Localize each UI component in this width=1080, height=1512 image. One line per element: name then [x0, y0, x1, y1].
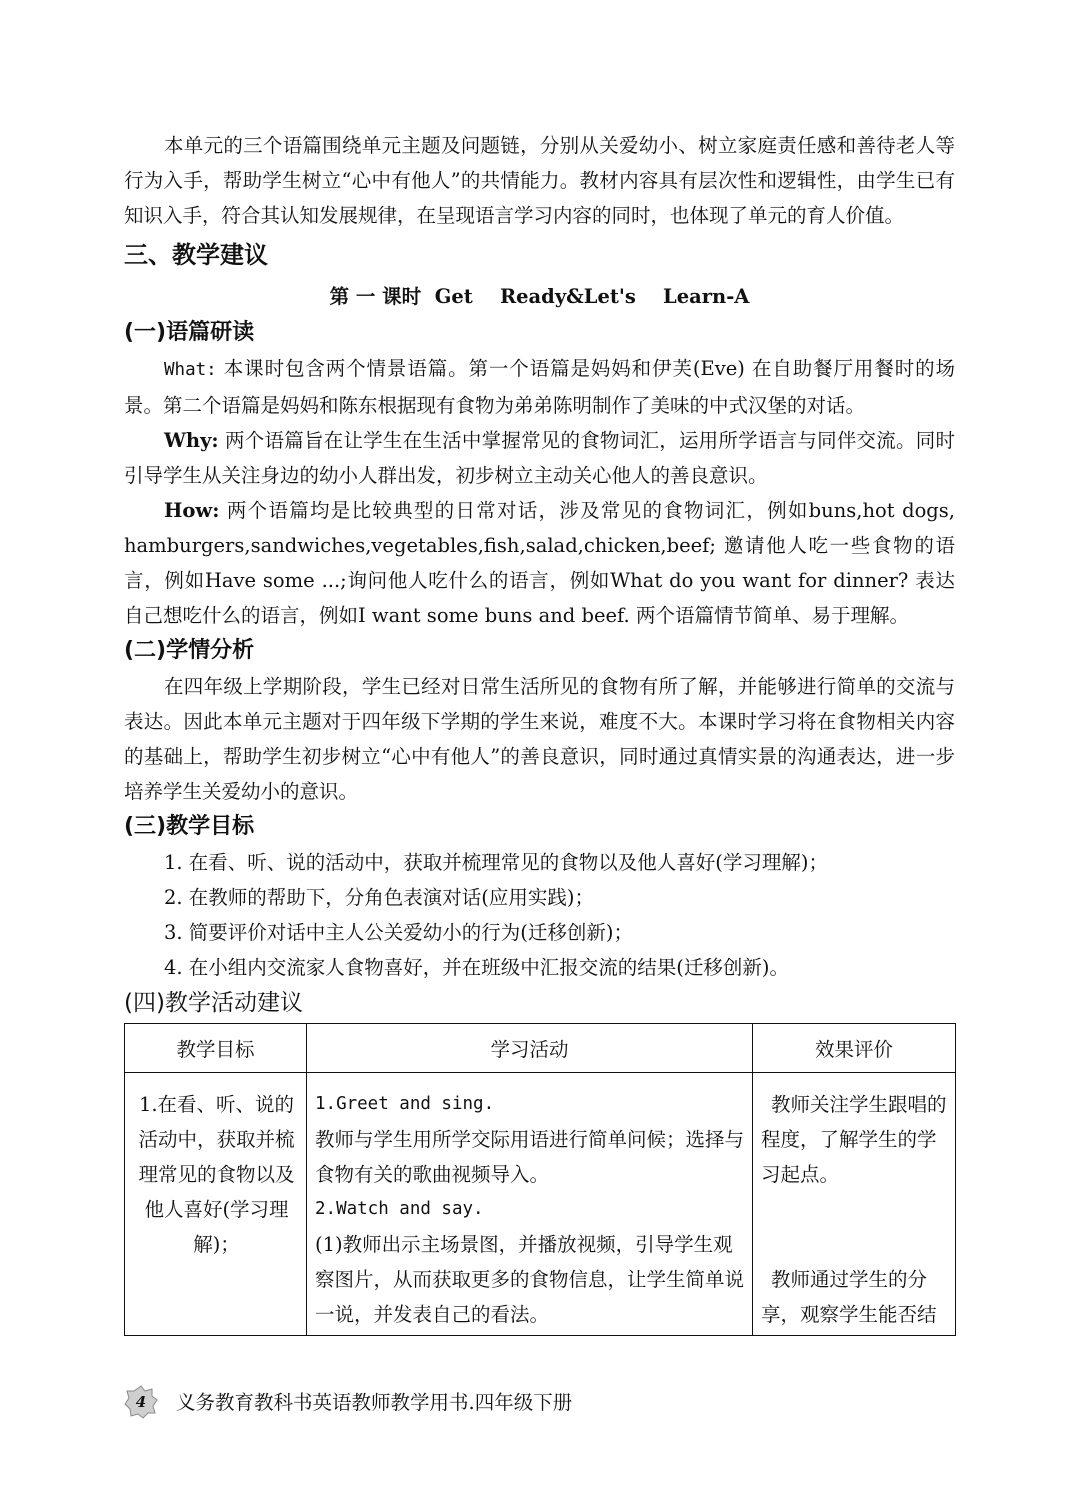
evaluation-cell — [753, 1073, 956, 1336]
lesson-title: 第 一 课时 Get Ready&Let's Learn-A — [329, 285, 750, 308]
page-number-badge-icon — [124, 1385, 158, 1419]
evaluation-2: 教师通过学生的分享，观察学生能否结 — [761, 1268, 937, 1326]
table-header-row — [125, 1024, 956, 1073]
activity-1-title: 1.Greet and sing. — [315, 1094, 495, 1114]
section-heading-teaching-suggestions: 三、教学建议 — [124, 241, 268, 269]
why-label: Why: — [164, 429, 219, 452]
evaluation-1: 教师关注学生跟唱的程度，了解学生的学习起点。 — [761, 1093, 947, 1186]
header-evaluation: 效果评价 — [753, 1024, 956, 1073]
what-text: 本课时包含两个情景语篇。第一个语篇是妈妈和伊芙(Eve) 在自助餐厅用餐时的场景。第二个语篇是妈妈和陈东根据现有食物为弟弟陈明制作了美味的中式汉堡的对话。 — [124, 357, 955, 417]
subsection-heading-teaching-objectives: (三)教学目标 — [124, 814, 255, 839]
book-title: 义务教育教科书英语教师教学用书.四年级下册 — [176, 1391, 573, 1414]
learner-analysis-paragraph: 在四年级上学期阶段，学生已经对日常生活所见的食物有所了解，并能够进行简单的交流与表达。因此本单元主题对于四年级下学期的学生来说，难度不大。本课时学习将在食物相关内容的基础上，帮助学生初步树立“心中有他人”的善良意识，同时通过真情实景的沟通表达，进一步培养学生关爱幼小的意识。 — [124, 675, 955, 803]
activity-2-title: 2.Watch and say. — [315, 1199, 484, 1219]
how-text: 两个语篇均是比较典型的日常对话，涉及常见的食物词汇，例如buns,hot dogs, hamburgers,sandwiches,vegetables,fish,salad,chicken,beef; 邀请他人吃一些食物的语言，例如Have some ...;询问他人吃什么的语言，例如What do you want for dinner? 表达自己想吃什么的语言，例如I want some buns and beef. 两个语篇情节简单、易于理解。 — [124, 499, 955, 627]
what-label: What: — [164, 360, 217, 380]
why-paragraph — [124, 423, 955, 493]
objective-item: 4. 在小组内交流家人食物喜好，并在班级中汇报交流的结果(迁移创新)。 — [164, 956, 790, 979]
subsection-heading-text-study: (一)语篇研读 — [124, 320, 255, 345]
activity-2-text: (1)教师出示主场景图，并播放视频，引导学生观察图片，从而获取更多的食物信息，让学生简单说一说，并发表自己的看法。 — [315, 1233, 745, 1326]
why-text: 两个语篇旨在让学生在生活中掌握常见的食物词汇，运用所学语言与同伴交流。同时引导学生从关注身边的幼小人群出发，初步树立主动关心他人的善良意识。 — [124, 429, 955, 487]
header-goal: 教学目标 — [125, 1024, 307, 1073]
intro-paragraph: 本单元的三个语篇围绕单元主题及问题链，分别从关爱幼小、树立家庭责任感和善待老人等行为入手，帮助学生树立“心中有他人”的共情能力。教材内容具有层次性和逻辑性，由学生已有知识入手，符合其认知发展规律，在呈现语言学习内容的同时，也体现了单元的育人价值。 — [124, 134, 955, 227]
what-paragraph — [124, 351, 955, 423]
subsection-heading-learner-analysis: (二)学情分析 — [124, 638, 255, 663]
objective-item: 3. 简要评价对话中主人公关爱幼小的行为(迁移创新)； — [164, 921, 634, 944]
evaluation-gap — [761, 1192, 949, 1262]
activity-table — [124, 1023, 956, 1336]
objective-item: 2. 在教师的帮助下，分角色表演对话(应用实践)； — [164, 886, 595, 909]
how-paragraph — [124, 493, 955, 633]
objective-item: 1. 在看、听、说的活动中，获取并梳理常见的食物以及他人喜好(学习理解)； — [164, 851, 829, 874]
page-footer — [124, 1383, 955, 1423]
header-activity: 学习活动 — [307, 1024, 753, 1073]
page-content — [124, 128, 955, 1336]
table-row — [125, 1073, 956, 1336]
how-label: How: — [164, 499, 220, 522]
activity-cell — [307, 1073, 753, 1336]
page-number: 4 — [135, 1393, 147, 1411]
activity-1-text: 教师与学生用所学交际用语进行简单问候；选择与食物有关的歌曲视频导入。 — [315, 1128, 745, 1186]
subsection-heading-activity-suggestions: (四)教学活动建议 — [124, 990, 303, 1016]
goal-cell: 1.在看、听、说的活动中，获取并梳理常见的食物以及他人喜好(学习理解)； — [125, 1073, 307, 1336]
